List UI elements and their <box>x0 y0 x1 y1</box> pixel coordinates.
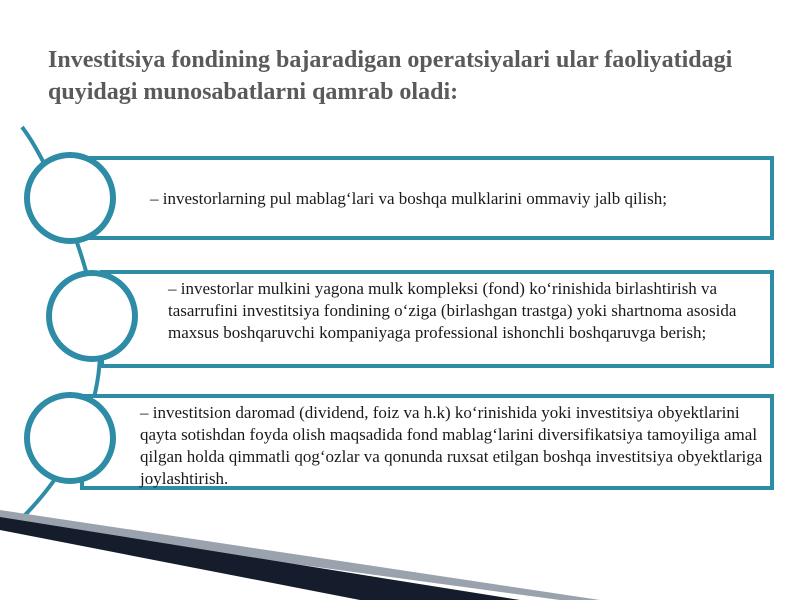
circle-marker-1 <box>24 152 116 244</box>
item-text-3: – investitsion daromad (dividend, foiz va h.k) ko‘rinishida yoki investitsiya obyektlarini qayta sotishdan foyda olish maqsadida fond mablag‘larini diversifikatsiya tamoyiliga amal qilgan holda qimmatli qog‘ozlar va qonunda ruxsat etilgan boshqa investitsiya obyektlariga joylashtirish. <box>140 403 763 488</box>
item-text-2: – investorlar mulkini yagona mulk kompleksi (fond) ko‘rinishida birlashtirish va tasarrufini investitsiya fondining o‘ziga (birlashgan trastga) yoki shartnoma asosida maxsus boshqaruvchi kompaniyaga professional ishonchli boshqaruvga berish; <box>168 279 737 342</box>
background-wedge-dark <box>0 517 520 600</box>
slide-title: Investitsiya fondining bajaradigan operatsiyalari ular faoliyatidagi quyidagi munosabatlarni qamrab oladi: <box>48 47 733 105</box>
circle-marker-2 <box>46 270 138 362</box>
circle-marker-3 <box>24 392 116 484</box>
item-text-1: – investorlarning pul mablag‘lari va boshqa mulklarini ommaviy jalb qilish; <box>150 189 667 208</box>
